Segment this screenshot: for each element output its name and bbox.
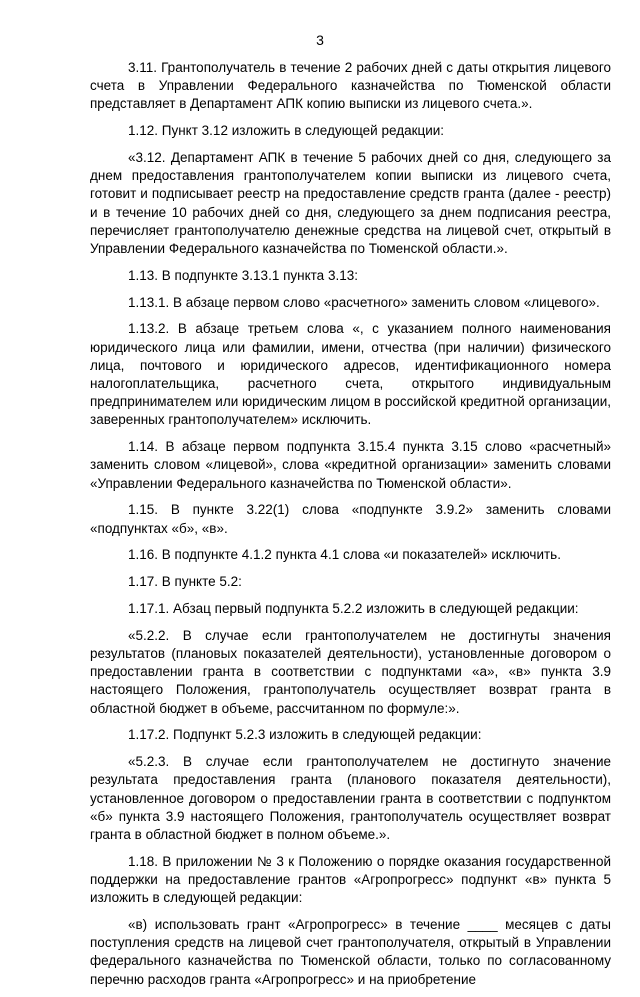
paragraph-1-18: 1.18. В приложении № 3 к Положению о порядке оказания государственной поддержки на предоставление грантов «Агропрогресс» подпункт «в» пункта 5 изложить в следующей редакции:	[90, 853, 611, 906]
paragraph-1-17-1: 1.17.1. Абзац первый подпункта 5.2.2 изложить в следующей редакции:	[128, 601, 579, 617]
document-body	[90, 59, 611, 997]
paragraph-3-12-quote: «3.12. Департамент АПК в течение 5 рабочих дней со дня, следующего за днем предоставления грантополучателем копии выписки из лицевого счета, готовит и подписывает реестр на предоставление средств гранта (далее - реестр) и в течение 10 рабочих дней со дня, следующего за днем подписания реестра, перечисляет грантополучателю денежные средства на лицевой счет, открытый в Управлении Федерального казначейства по Тюменской области.».	[90, 150, 611, 257]
paragraph-subpoint-v-quote: «в) использовать грант «Агропрогресс» в течение ____ месяцев с даты поступления средств на лицевой счет грантополучателя, открытый в Управлении федерального казначейства по Тюменской области, только по согласованному перечню расходов гранта «Агропрогресс» и на приобретение	[90, 917, 611, 987]
paragraph-1-12: 1.12. Пункт 3.12 изложить в следующей редакции:	[128, 123, 445, 139]
paragraph-1-15: 1.15. В пункте 3.22(1) слова «подпункте 3.9.2» заменить словами «подпунктах «б», «в».	[90, 502, 611, 536]
paragraph-1-17: 1.17. В пункте 5.2:	[128, 574, 242, 590]
paragraph-1-13-2: 1.13.2. В абзаце третьем слова «, с указанием полного наименования юридического лица или фамилии, имени, отчества (при наличии) физического лица, почтового и юридического адресов, идентификационного номера налогоплательщика, расчетного счета, открытого индивидуальным предпринимателем или юридическим лицом в российской кредитной организации, заверенных грантополучателем» исключить.	[90, 321, 611, 428]
paragraph-5-2-3-quote: «5.2.3. В случае если грантополучателем не достигнуто значение результата предоставления гранта (планового показателя деятельности), установленное договором о предоставлении гранта в соответствии с подпунктом «б» пункта 3.9 настоящего Положения, грантополучатель осуществляет возврат гранта в областной бюджет в полном объеме.».	[90, 754, 611, 843]
paragraph-3-11: 3.11. Грантополучатель в течение 2 рабочих дней с даты открытия лицевого счета в Управлении Федерального казначейства по Тюменской области представляет в Департамент АПК копию выписки из лицевого счета.».	[90, 60, 611, 112]
paragraph-1-17-2: 1.17.2. Подпункт 5.2.3 изложить в следующей редакции:	[128, 727, 482, 743]
paragraph-1-14: 1.14. В абзаце первом подпункта 3.15.4 пункта 3.15 слово «расчетный» заменить словом «лицевой», слова «кредитной организации» заменить словами «Управлении Федерального казначейства по Тюменской области».	[90, 439, 611, 491]
page-number: 3	[316, 32, 324, 48]
paragraph-1-13-1: 1.13.1. В абзаце первом слово «расчетного» заменить словом «лицевого».	[128, 294, 600, 310]
paragraph-1-13: 1.13. В подпункте 3.13.1 пункта 3.13:	[128, 267, 358, 283]
paragraph-1-16: 1.16. В подпункте 4.1.2 пункта 4.1 слова «и показателей» исключить.	[128, 547, 561, 563]
paragraph-5-2-2-quote: «5.2.2. В случае если грантополучателем не достигнуты значения результатов (плановых показателей деятельности), установленные договором о предоставлении гранта в соответствии с подпунктами «а», «в» пункта 3.9 настоящего Положения, грантополучатель осуществляет возврат гранта в областной бюджет в объеме, рассчитанном по формуле:».	[90, 627, 611, 716]
